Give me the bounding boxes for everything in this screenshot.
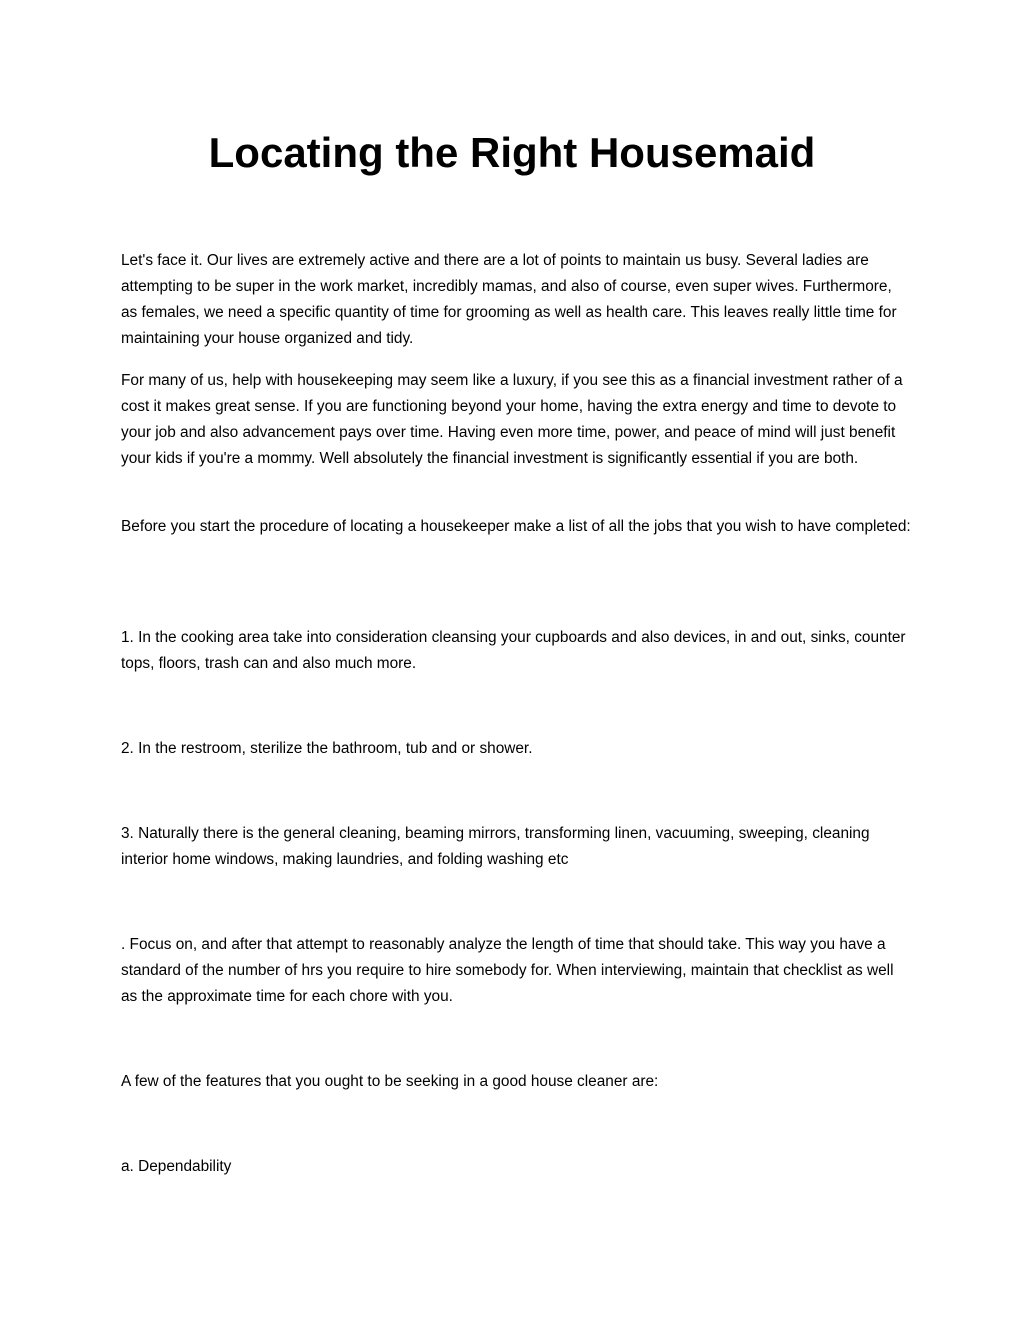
paragraph-focus: . Focus on, and after that attempt to reasonably analyze the length of time that should take. This way you have a standard of the number of hrs you require to hire somebody for. When interviewing, maintain that checklist as well as the approximate time for each chore with you. (121, 936, 894, 1005)
paragraph-features-intro: A few of the features that you ought to be seeking in a good house cleaner are: (121, 1073, 659, 1090)
paragraph-investment: For many of us, help with housekeeping may seem like a luxury, if you see this as a financial investment rather of a cost it makes great sense. If you are functioning beyond your home, having the extra energy and time to devote to your job and also advancement pays over time. Having even more time, power, and peace of mind will just benefit your kids if you're a mommy. Well absolutely the financial investment is significantly essential if you are both. (121, 372, 903, 467)
paragraph-list-intro: Before you start the procedure of locating a housekeeper make a list of all the jobs that you wish to have completed: (121, 518, 911, 535)
list-item-restroom: 2. In the restroom, sterilize the bathroom, tub and or shower. (121, 740, 533, 757)
page-title: Locating the Right Housemaid (208, 129, 816, 176)
list-item-general-cleaning: 3. Naturally there is the general cleaning, beaming mirrors, transforming linen, vacuuming, sweeping, cleaning interior home windows, making laundries, and folding washing etc (121, 825, 870, 868)
paragraph-intro: Let's face it. Our lives are extremely active and there are a lot of points to maintain us busy. Several ladies are attempting to be super in the work market, incredibly mamas, and also of course, even super wives. Furthermore, as females, we need a specific quantity of time for grooming as well as health care. This leaves really little time for maintaining your house organized and tidy. (121, 252, 897, 347)
list-item-kitchen: 1. In the cooking area take into consideration cleansing your cupboards and also devices, in and out, sinks, counter tops, floors, trash can and also much more. (121, 629, 906, 672)
feature-item-dependability: a. Dependability (121, 1158, 232, 1175)
